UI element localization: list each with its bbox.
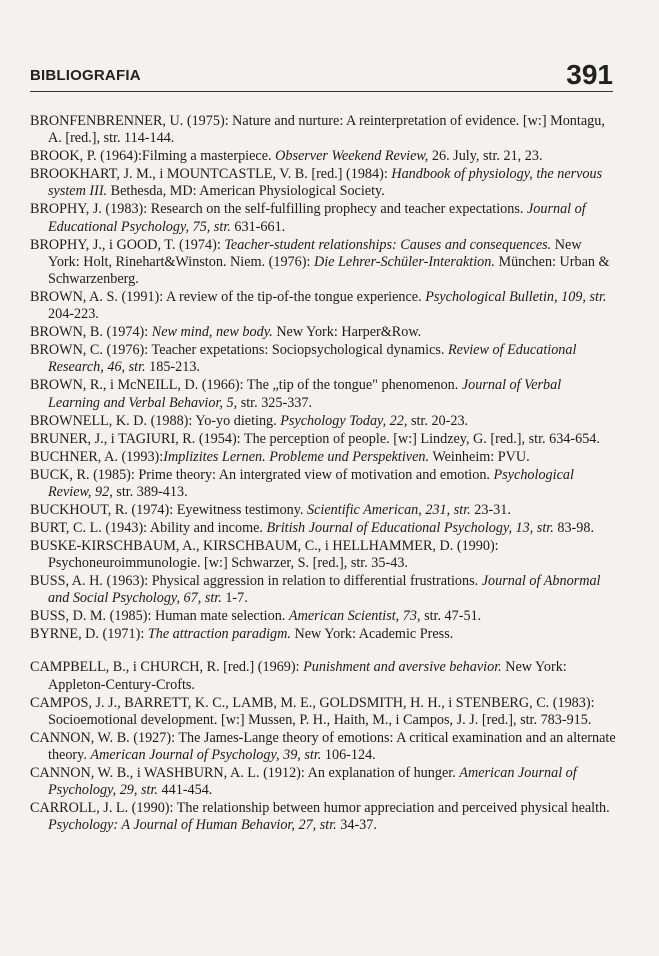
bibliography-entry [30,342,616,376]
bibliography-entry [30,324,616,341]
entry-text: str. 47-51. [420,608,482,625]
entry-text: str. 325-337. [237,394,313,411]
entry-text: CAMPOS, J. J., BARRETT, K. C., LAMB, M. E., GOLDSMITH, H. H., i STENBERG, C. (1983): Socioemotional development. [w:] Mussen, P. H., Haith, M., i Campos, J. J. [red.], str. 783-915. [30,694,595,728]
entry-text: Bethesda, MD: American Physiological Society. [107,183,385,200]
entry-text: New York: Appleton-Century-Crofts. [48,659,567,693]
entry-text: str. 389-413. [112,483,188,500]
bibliography-entry [30,800,616,834]
page-number: 391 [566,59,613,90]
page-header [30,58,613,88]
entry-text: 83-98. [553,519,594,536]
entry-text: BRONFENBRENNER, U. (1975): Nature and nurture: A reinterpretation of evidence. [w:] Montagu, A. [red.], str. 114-144. [30,113,605,147]
entry-text: BROWN, A. S. (1991): A review of the tip-of-the tongue experience. [30,289,426,306]
entry-italic-text: Psychology: A Journal of Human Behavior, 27, str. [48,817,337,834]
entry-italic-text: Observer Weekend Review, [275,148,429,165]
entry-text: 204-223. [48,306,99,323]
entry-text: BROPHY, J., i GOOD, T. (1974): [30,236,225,253]
entry-text: BUCK, R. (1985): Prime theory: An intergrated view of motivation and emotion. [30,466,494,483]
header-rule [30,91,613,92]
entry-text: BROWN, C. (1976): Teacher expetations: Sociopsychological dynamics. [30,342,448,359]
entry-text: BROOKHART, J. M., i MOUNTCASTLE, V. B. [red.] (1984): [30,166,392,183]
entry-text: CANNON, W. B., i WASHBURN, A. L. (1912): An explanation of hunger. [30,765,460,782]
bibliography-entry [30,431,616,448]
entry-text: CAMPBELL, B., i CHURCH, R. [red.] (1969): [30,659,304,676]
entry-text: 1-7. [221,590,248,607]
entry-text: 34-37. [336,817,377,834]
bibliography-entry [30,377,616,411]
entry-text: BURT, C. L. (1943): Ability and income. [30,519,267,536]
entry-text: BROWN, R., i McNEILL, D. (1966): The „tip of the tongue" phenomenon. [30,377,462,394]
entry-italic-text: Review of Educational Research, 46, str. [48,342,577,376]
entry-text: str. 20-23. [407,412,469,429]
entry-text: New York: Academic Press. [290,626,454,643]
entry-text: BUCKHOUT, R. (1974): Eyewitness testimony. [30,501,308,518]
entry-text: Weinheim: PVU. [429,448,530,465]
entry-text: CANNON, W. B. (1927): The James-Lange theory of emotions: A critical examination and an alternate theory. [30,729,616,764]
bibliography-entry [30,166,616,200]
entry-italic-text: Journal of Verbal Learning and Verbal Behavior, 5, [48,377,562,411]
bibliography-entry [30,413,616,430]
bibliography-list [30,113,616,835]
bibliography-entry [30,520,616,537]
entry-italic-text: Journal of Abnormal and Social Psychology, 67, str. [48,573,601,607]
bibliography-entry [30,695,616,729]
bibliography-entry [30,573,616,607]
bibliography-entry [30,608,616,625]
bibliography-entry [30,502,616,519]
bibliography-entry [30,626,616,643]
entry-text: BUCHNER, A. (1993): [30,448,164,465]
entry-text: New York: Holt, Rinehart&Winston. Niem. (1976): [48,236,582,270]
entry-text: 441-454. [157,782,213,799]
entry-text: BROPHY, J. (1983): Research on the self-fulfilling prophecy and teacher expectations. [30,201,527,218]
entry-text: 106-124. [321,747,376,764]
entry-italic-text: American Journal of Psychology, 29, str. [48,765,577,799]
entry-italic-text: Punishment and aversive behavior. [303,659,502,676]
bibliography-entry [30,289,616,323]
entry-text: BROOK, P. (1964):Filming a masterpiece. [30,148,276,165]
entry-text: BUSS, D. M. (1985): Human mate selection. [30,608,289,625]
bibliography-entry [30,201,616,235]
entry-text: 23-31. [470,501,511,518]
entry-italic-text: American Scientist, 73, [288,608,421,625]
entry-italic-text: New mind, new body. [151,324,273,341]
entry-text: CARROLL, J. L. (1990): The relationship between humor appreciation and perceived physical health. [30,800,610,817]
bibliography-entry [30,237,616,289]
entry-italic-text: Scientific American, 231, str. [307,501,471,518]
entry-text: BROWNELL, K. D. (1988): Yo-yo dieting. [30,412,281,429]
entry-text: München: Urban & Schwarzenberg. [48,253,610,288]
bibliography-entry [30,538,616,572]
entry-text: BRUNER, J., i TAGIURI, R. (1954): The perception of people. [w:] Lindzey, G. [red.], str. 634-654. [30,430,600,447]
entry-text: BYRNE, D. (1971): [30,626,148,643]
entry-text: 631-661. [230,218,286,235]
entry-italic-text: American Journal of Psychology, 39, str. [90,747,322,764]
bibliography-entry [30,765,616,799]
entry-text: BUSS, A. H. (1963): Physical aggression in relation to differential frustrations. [30,573,482,590]
bibliography-entry [30,659,616,693]
entry-text: BUSKE-KIRSCHBAUM, A., KIRSCHBAUM, C., i HELLHAMMER, D. (1990): Psychoneuroimmunologie. [w:] Schwarzer, S. [red.], str. 35-43. [30,537,499,572]
entry-text: New York: Harper&Row. [272,324,422,341]
entry-italic-text: Psychological Review, 92, [48,466,574,500]
entry-text: BROWN, B. (1974): [30,324,152,341]
bibliography-entry [30,730,616,764]
entry-italic-text: Psychology Today, 22, [280,412,408,429]
entry-italic-text: The attraction paradigm. [147,626,291,643]
running-head: BIBLIOGRAFIA [30,67,141,84]
bibliography-entry [30,467,616,501]
entry-italic-text: Handbook of physiology, the nervous system III. [48,166,603,200]
entry-italic-text: Die Lehrer-Schüler-Interaktion. [313,253,495,270]
bibliography-entry [30,148,616,165]
entry-italic-text: Journal of Educational Psychology, 75, str. [48,201,586,235]
entry-text: 26. July, str. 21, 23. [428,148,543,165]
entry-italic-text: Implizites Lernen. Probleme und Perspektiven. [163,448,430,465]
entry-italic-text: Psychological Bulletin, 109, str. [425,289,607,306]
entry-italic-text: Teacher-student relationships: Causes and consequences. [224,236,552,253]
entry-italic-text: British Journal of Educational Psychology, 13, str. [266,519,554,536]
bibliography-entry [30,113,616,147]
entry-text: 185-213. [145,359,200,376]
bibliography-entry [30,449,616,466]
